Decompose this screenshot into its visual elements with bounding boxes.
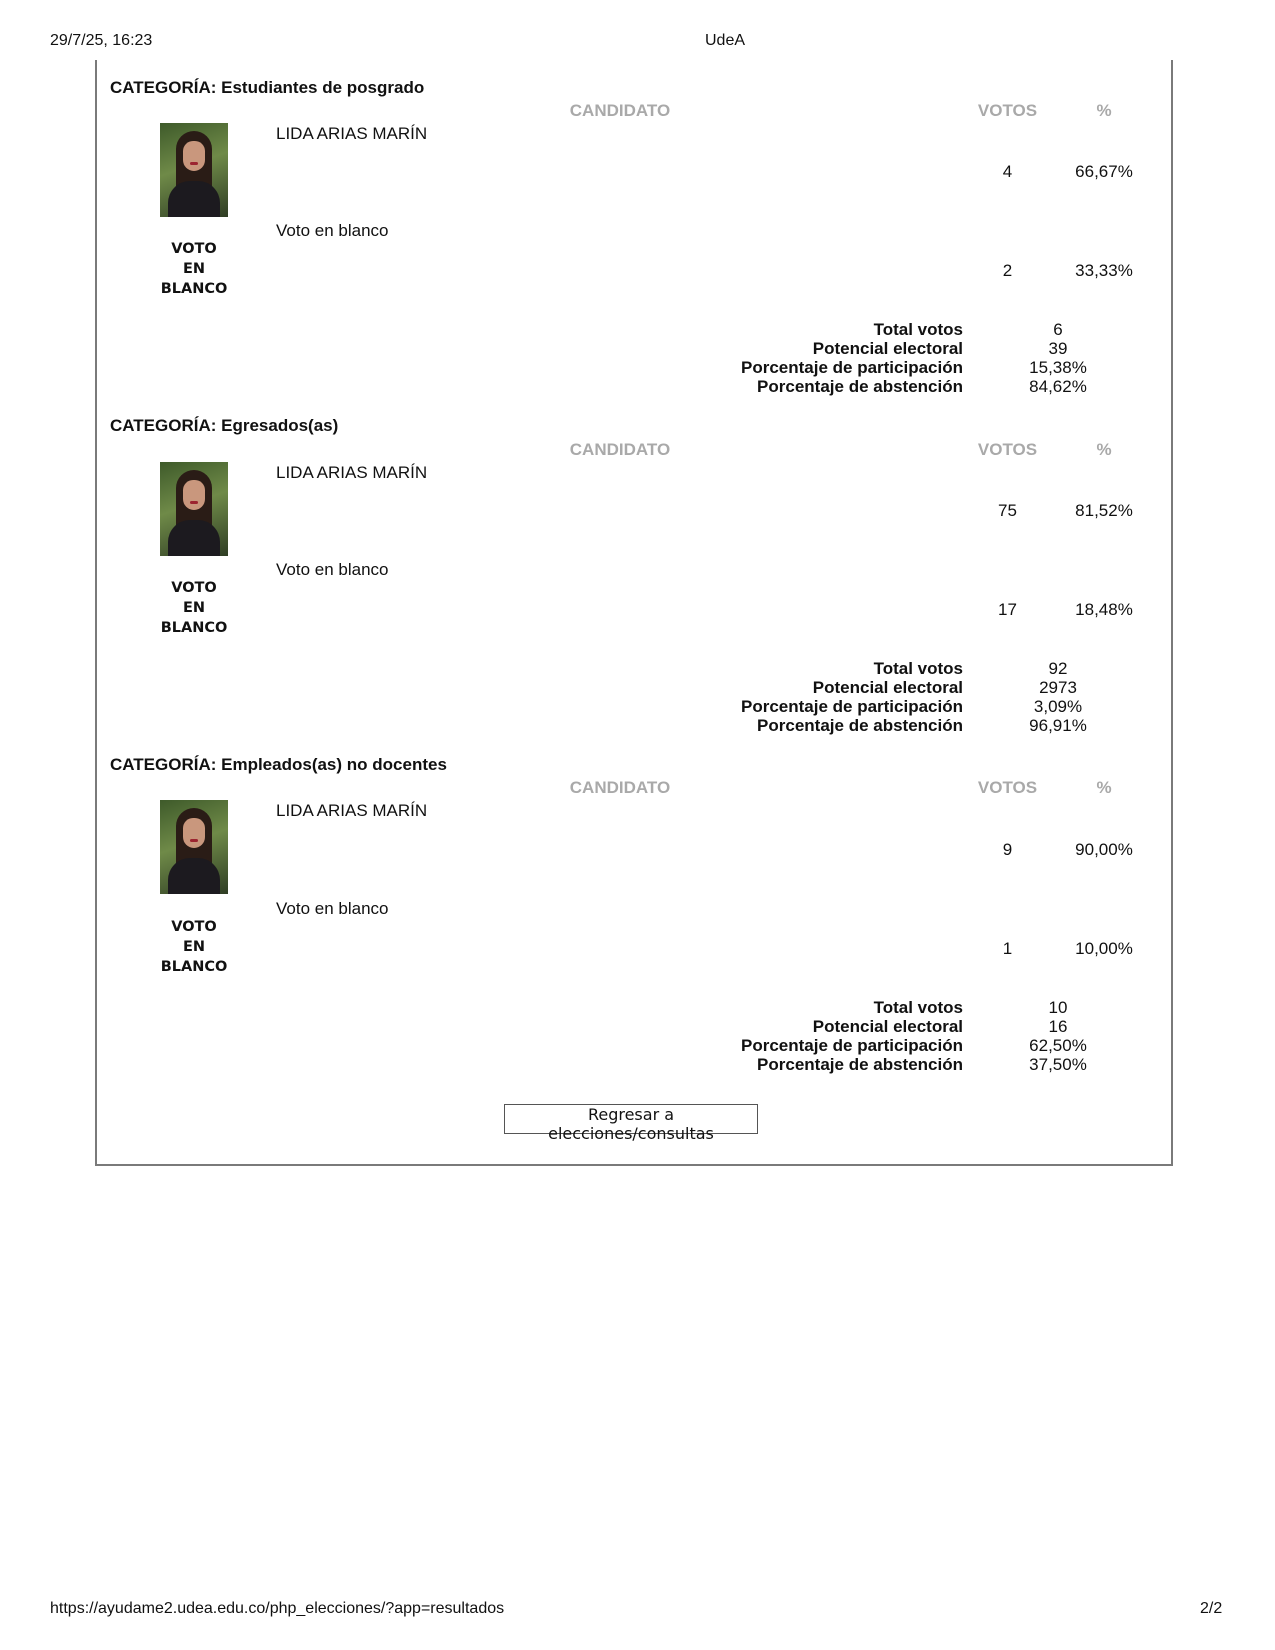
column-header-votes: VOTOS xyxy=(977,440,1038,459)
blank-vote-percent: 10,00% xyxy=(1075,939,1133,958)
column-header-percent: % xyxy=(1096,778,1112,797)
blank-vote-name: Voto en blanco xyxy=(276,560,389,579)
blank-vote-percent: 18,48% xyxy=(1075,600,1133,619)
summary-labels: Total votos Potencial electoral Porcentaje de participación Porcentaje de abstención xyxy=(740,998,963,1074)
candidate-percent: 66,67% xyxy=(1075,162,1133,181)
blank-vote-votes: 17 xyxy=(998,600,1017,619)
blank-vote-name: Voto en blanco xyxy=(276,899,389,918)
column-header-percent: % xyxy=(1096,440,1112,459)
column-header-percent: % xyxy=(1096,101,1112,120)
summary-values: 92 2973 3,09% 96,91% xyxy=(1029,659,1087,735)
candidate-votes: 9 xyxy=(1002,840,1013,859)
candidate-percent: 81,52% xyxy=(1075,501,1133,520)
candidate-photo xyxy=(160,462,228,556)
summary-labels: Total votos Potencial electoral Porcentaje de participación Porcentaje de abstención xyxy=(740,320,963,396)
page-number: 2/2 xyxy=(1200,1600,1223,1617)
page-datetime: 29/7/25, 16:23 xyxy=(50,32,153,49)
candidate-name: LIDA ARIAS MARÍN xyxy=(276,124,428,143)
blank-vote-logo: VOTO EN BLANCO xyxy=(160,580,228,636)
candidate-photo xyxy=(160,123,228,217)
column-header-candidate: CANDIDATO xyxy=(569,778,671,797)
category-title: CATEGORÍA: Egresados(as) xyxy=(110,416,339,435)
candidate-name: LIDA ARIAS MARÍN xyxy=(276,463,428,482)
blank-vote-votes: 1 xyxy=(1002,939,1013,958)
category-title: CATEGORÍA: Empleados(as) no docentes xyxy=(110,755,447,774)
blank-vote-percent: 33,33% xyxy=(1075,261,1133,280)
candidate-percent: 90,00% xyxy=(1075,840,1133,859)
summary-values: 6 39 15,38% 84,62% xyxy=(1029,320,1087,396)
page-url: https://ayudame2.udea.edu.co/php_elecciones/?app=resultados xyxy=(50,1600,505,1617)
candidate-votes: 4 xyxy=(1002,162,1013,181)
candidate-votes: 75 xyxy=(998,501,1017,520)
candidate-name: LIDA ARIAS MARÍN xyxy=(276,801,428,820)
blank-vote-logo: VOTO EN BLANCO xyxy=(160,919,228,975)
back-to-elections-button[interactable]: Regresar a elecciones/consultas xyxy=(504,1104,758,1134)
blank-vote-name: Voto en blanco xyxy=(276,221,389,240)
blank-vote-logo: VOTO EN BLANCO xyxy=(160,241,228,297)
candidate-photo xyxy=(160,800,228,894)
category-title: CATEGORÍA: Estudiantes de posgrado xyxy=(110,78,425,97)
page-title: UdeA xyxy=(704,32,746,49)
summary-labels: Total votos Potencial electoral Porcentaje de participación Porcentaje de abstención xyxy=(740,659,963,735)
column-header-votes: VOTOS xyxy=(977,101,1038,120)
column-header-votes: VOTOS xyxy=(977,778,1038,797)
column-header-candidate: CANDIDATO xyxy=(569,440,671,459)
summary-values: 10 16 62,50% 37,50% xyxy=(1029,998,1087,1074)
column-header-candidate: CANDIDATO xyxy=(569,101,671,120)
blank-vote-votes: 2 xyxy=(1002,261,1013,280)
